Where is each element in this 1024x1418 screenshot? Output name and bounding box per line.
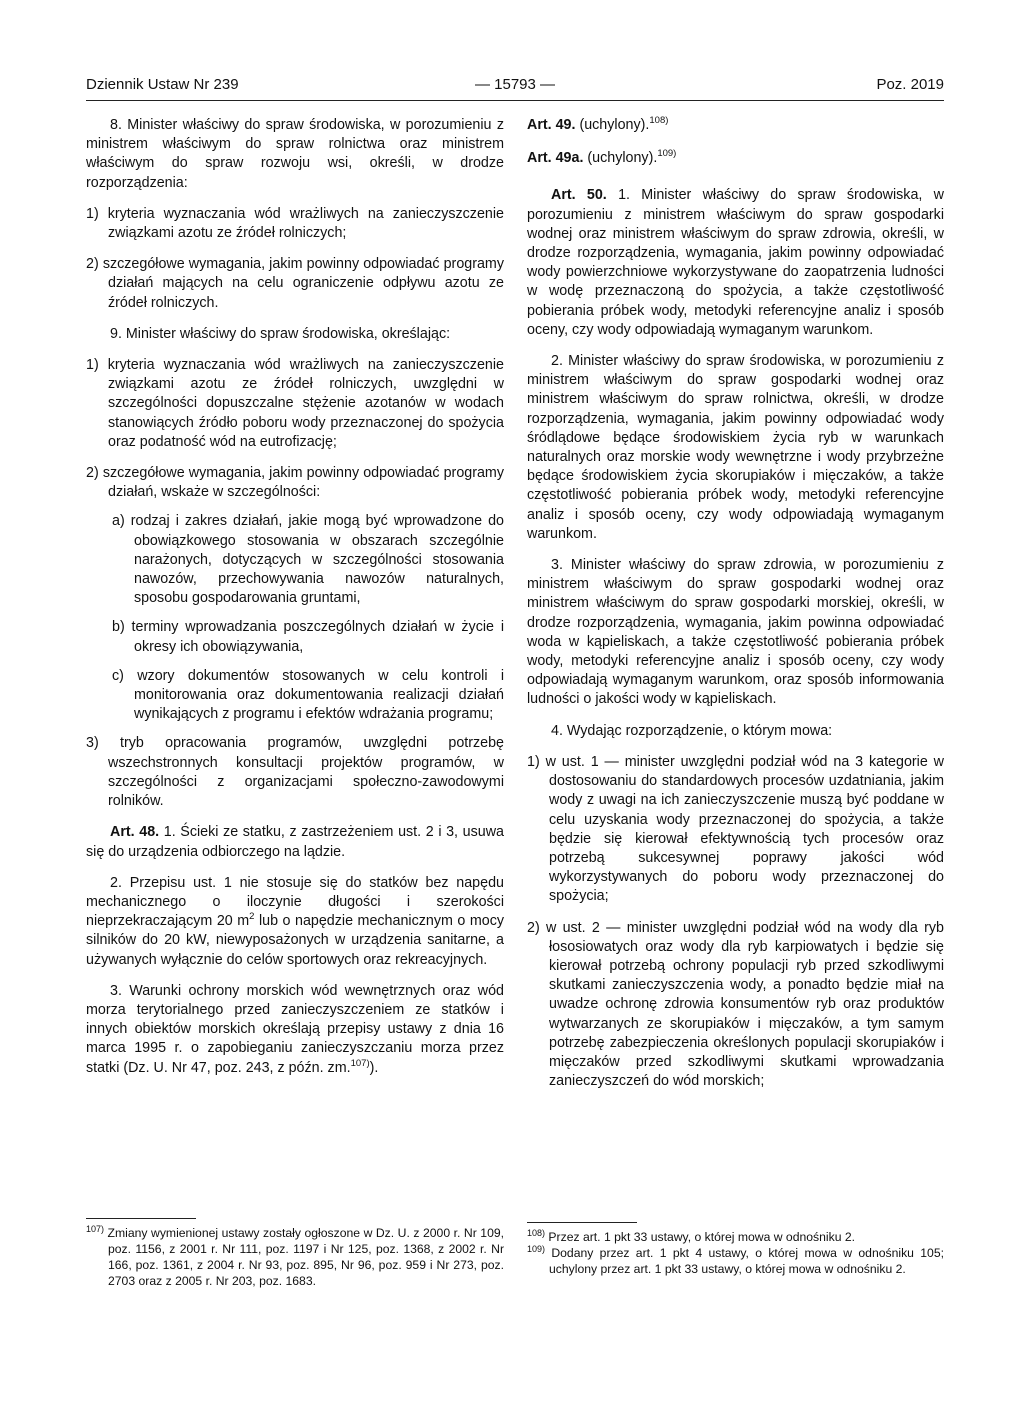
paragraph-8-item-1: 1) kryteria wyznaczania wód wrażliwych na zanieczyszczenie związkami azotu ze źródeł rolniczych; — [86, 205, 504, 242]
footnote-text: Przez art. 1 pkt 33 ustawy, o której mowa w odnośniku 2. — [548, 1230, 856, 1244]
paragraph-9-item-2-a: a) rodzaj i zakres działań, jakie mogą być wprowadzone do obowiązkowego stosowania w obszarach szczególnie narażonych, dotyczących w szczególności stosowania nawozów, przechowywania nawozów naturalnych, sposobu gospodarowania gruntami, — [112, 513, 504, 607]
footnote-divider — [86, 1218, 196, 1219]
footnotes-left — [86, 1218, 504, 1289]
article-50-paragraph-4: 4. Wydając rozporządzenie, o którym mowa: — [551, 722, 833, 739]
article-48-paragraph-3-text-a: 3. Warunki ochrony morskich wód wewnętrznych oraz wód morza terytorialnego przed zanieczyszczeniem ze statków i innych obiektów morskich określają przepisy ustawy z dnia 16 marca 1995 r. o zapobieganiu zanieczyszczaniu morza przez statki (Dz. U. Nr 47, poz. 243, z późn. zm. — [86, 982, 504, 1076]
paragraph-8-intro: 8. Minister właściwy do spraw środowiska, w porozumieniu z ministrem właściwym do spraw rolnictwa oraz ministrem właściwym do spraw rozwoju wsi, określi, w drodze rozporządzenia: — [86, 117, 504, 191]
footnote-109 — [527, 1245, 944, 1277]
footnote-divider — [527, 1222, 637, 1223]
article-48-paragraph-2 — [86, 874, 504, 970]
article-48-paragraph-1 — [86, 823, 504, 861]
article-48-label: Art. 48. — [110, 824, 160, 841]
article-48-paragraph-3-text-b: ). — [369, 1059, 379, 1076]
paragraph-9-intro: 9. Minister właściwy do spraw środowiska, określając: — [110, 325, 451, 342]
paragraph-9-item-3: 3) tryb opracowania programów, uwzględni potrzebę wszechstronnych konsultacji projektów programów, w szczególności z organizacjami społeczno-zawodowymi rolników. — [86, 735, 504, 810]
footnote-ref-107: 107) — [350, 1057, 370, 1069]
article-48-paragraph-2-text-a: 2. Przepisu ust. 1 nie stosuje się do statków bez napędu mechanicznego o iloczynie długości i szerokości nieprzekraczającym 20 m — [86, 874, 504, 930]
paragraph-8-item-2: 2) szczegółowe wymagania, jakim powinny odpowiadać programy działań mających na celu ograniczenie odpływu azotu ze źródeł rolniczych. — [86, 256, 504, 311]
paragraph-9-item-2: 2) szczegółowe wymagania, jakim powinny odpowiadać programy działań, wskaże w szczególności: — [86, 465, 504, 501]
footnote-text: Zmiany wymienionej ustawy zostały ogłoszone w Dz. U. z 2000 r. Nr 109, poz. 1156, z 2001 r. Nr 111, poz. 1197 i Nr 125, poz. 1368, z 2002 r. Nr 166, poz. 1361, z 2004 r. Nr 93, poz. 895, Nr 96, poz. 959 i Nr 273, poz. 2703 oraz z 2005 r. Nr 203, poz. 1683. — [107, 1226, 505, 1288]
article-50-paragraph-1-text: 1. Minister właściwy do spraw środowiska, w porozumieniu z ministrem właściwym do spraw gospodarki wodnej oraz ministrem właściwym do spraw zdrowia, określi, w drodze rozporządzenia, wymagania, jakim powinny odpowiadać wody powierzchniowe wykorzystywane do zaopatrzenia ludności w wodę przeznaczoną do spożycia, a także częstotliwość pobierania próbek wody, metodyki referencyjne analiz i sposób oceny, czy wody odpowiadają wymaganym warunkom. — [527, 187, 944, 338]
article-49 — [527, 116, 944, 135]
article-49a-text: (uchylony). — [583, 150, 658, 167]
article-50-paragraph-2: 2. Minister właściwy do spraw środowiska, w porozumieniu z ministrem właściwym do spraw gospodarki wodnej oraz ministrem właściwym do spraw rolnictwa, określi, w drodze rozporządzenia, wymagania, jakim powinny odpowiadać wody śródlądowe będące środowiskiem życia ryb w warunkach naturalnych oraz morskie wody wewnętrzne i wody przybrzeżne będące środowiskiem życia skorupiaków i mięczaków, a także częstotliwość pobierania próbek wody, metodyki referencyjne analiz i sposób oceny, czy wody odpowiadają wymaganym warunkom. — [527, 353, 944, 542]
footnote-ref-109: 109) — [657, 148, 677, 160]
right-column — [527, 116, 944, 1103]
footnote-number: 109) — [527, 1243, 546, 1254]
paragraph-9-item-2-c: c) wzory dokumentów stosowanych w celu kontroli i monitorowania oraz dokumentowania realizacji działań wynikających z programu i efektów wdrażania programu; — [112, 667, 504, 723]
article-50-paragraph-4-item-2: 2) w ust. 2 — minister uwzględni podział wód na wody dla ryb łososiowatych oraz wody dla ryb karpiowatych i będzie się kierował potrzebą ochrony populacji ryb przed szkodliwymi skutkami zanieczyszczenia wody, a ponadto będzie miał na uwadze ochronę zdrowia konsumentów ryb oraz produktów wytwarzanych ze skorupiaków i mięczaków, a tym samym potrzebę zabezpieczenia określonych populacji skorupiaków i mięczaków przed szkodliwymi skutkami wprowadzania zanieczyszczeń do wód morskich; — [527, 919, 944, 1090]
paragraph-9-item-2-b: b) terminy wprowadzania poszczególnych działań w życie i okresy ich obowiązywania, — [112, 619, 504, 655]
article-50-paragraph-4-item-1: 1) w ust. 1 — minister uwzględni podział wód na 3 kategorie w dostosowaniu do standardowych procesów uzdatniania, jakim wody z uwagi na ich zanieczyszczenie muszą być poddane w celu uzyskania wody przeznaczonej do spożycia, a także będzie się kierował efektywnością tych procesów oraz potrzebą sukcesywnej poprawy jakości wód wykorzystywanych do poboru wody przeznaczonej do spożycia; — [527, 753, 944, 905]
article-50-label: Art. 50. — [551, 187, 607, 204]
position-number: Poz. 2019 — [876, 76, 944, 93]
footnote-107 — [86, 1225, 504, 1289]
page-header — [86, 76, 944, 101]
article-49a — [527, 149, 944, 168]
left-column — [86, 116, 504, 1090]
superscript-square: 2 — [249, 911, 255, 923]
journal-title: Dziennik Ustaw Nr 239 — [86, 76, 239, 93]
article-49a-label: Art. 49a. — [527, 150, 584, 167]
article-50-paragraph-1 — [527, 186, 944, 340]
article-48-paragraph-3 — [86, 982, 504, 1078]
article-49-text: (uchylony). — [575, 117, 650, 133]
footnote-number: 108) — [527, 1227, 546, 1238]
article-48-paragraph-1-text: 1. Ścieki ze statku, z zastrzeżeniem ust. 2 i 3, usuwa się do urządzenia odbiorczego na lądzie. — [86, 824, 504, 860]
footnote-ref-108: 108) — [649, 115, 669, 127]
article-48-paragraph-2-text-b: lub o napędzie mechanicznym o mocy silników do 20 kW, niewyposażonych w urządzenia sanitarne, a używanych wyłącznie do celów sportowych oraz rekreacyjnych. — [86, 913, 504, 968]
footnote-108 — [527, 1229, 944, 1245]
footnotes-right — [527, 1222, 944, 1277]
article-50-paragraph-3: 3. Minister właściwy do spraw zdrowia, w porozumieniu z ministrem właściwym do spraw gospodarki wodnej oraz ministrem właściwym do spraw gospodarki morskiej, określi, w drodze rozporządzenia, wymagania, jakim powinna odpowiadać woda w kąpieliskach, a także częstotliwość pobierania próbek wody, metodyki referencyjne analiz i sposób oceny, czy wody odpowiadają wymaganym warunkom, oraz sposób informowania ludności o jakości wody w kąpieliskach. — [527, 557, 944, 708]
footnote-text: Dodany przez art. 1 pkt 4 ustawy, o której mowa w odnośniku 105; uchylony przez art. 1 pkt 33 ustawy, o której mowa w odnośniku 2. — [549, 1246, 944, 1276]
article-49-label: Art. 49. — [527, 117, 576, 133]
footnote-number: 107) — [86, 1223, 105, 1234]
paragraph-9-item-1: 1) kryteria wyznaczania wód wrażliwych na zanieczyszczenie związkami azotu ze źródeł rolniczych, uwzględni w szczególności dopuszczalne stężenie azotanów w wodach stanowiących źródło poboru wody przeznaczonej do spożycia oraz podatność wód na eutrofizację; — [86, 357, 504, 450]
page-number: — 15793 — — [474, 76, 556, 93]
